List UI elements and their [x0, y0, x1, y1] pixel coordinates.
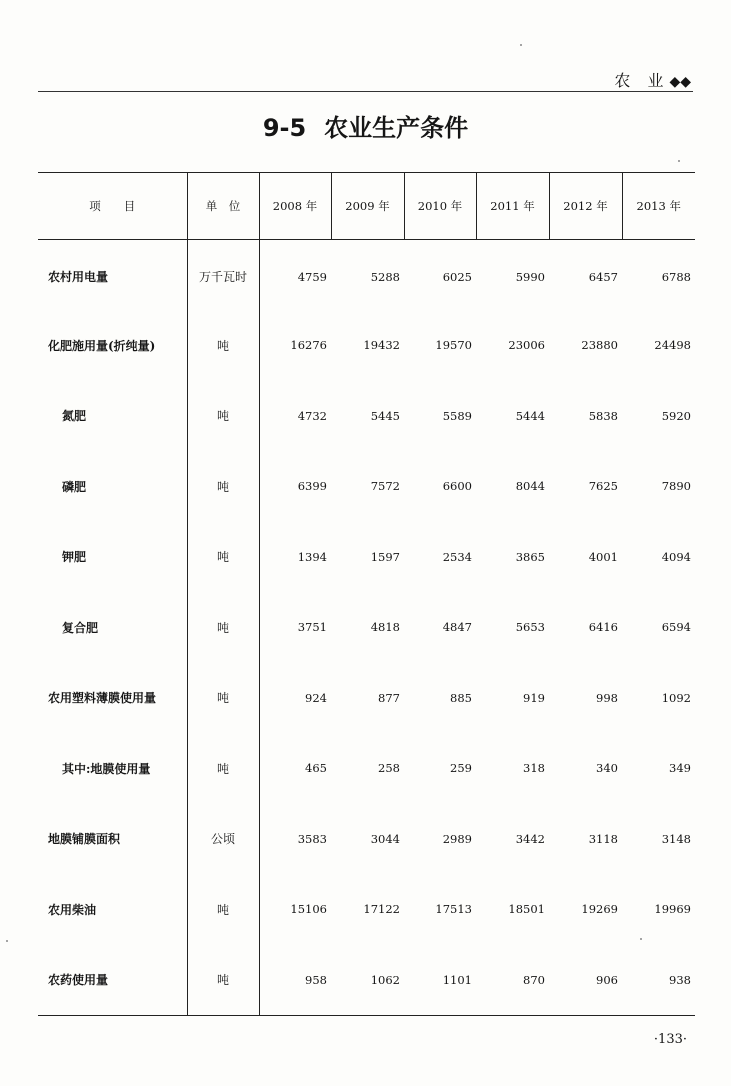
row-value: 906: [549, 945, 622, 1016]
row-value: 24498: [654, 338, 691, 353]
row-value: 5444: [515, 408, 545, 423]
header-year: 2013 年: [622, 173, 695, 240]
row-value: 259: [450, 761, 472, 776]
row-unit: 吨: [187, 945, 259, 1016]
table-row: [38, 381, 695, 452]
row-value: 18501: [508, 902, 545, 917]
row-value: 958: [259, 945, 331, 1016]
row-value: 3751: [297, 620, 327, 635]
row-value: 340: [596, 761, 618, 776]
table-row: [38, 663, 695, 734]
row-value: 3583: [297, 831, 327, 846]
row-item-label: 农用柴油: [48, 902, 97, 917]
row-value: 6025: [442, 269, 472, 284]
header-item: 项 目: [38, 173, 187, 240]
row-value: 19570: [435, 338, 472, 353]
row-value: 4847: [442, 620, 472, 635]
row-item-label: 农村用电量: [48, 270, 109, 284]
table-row: [38, 310, 695, 381]
row-item-label: 复合肥: [62, 620, 99, 635]
row-value: 6416: [588, 620, 618, 635]
row-value: 5838: [588, 408, 618, 423]
row-value: 2989: [442, 831, 472, 846]
row-value: 23006: [508, 338, 545, 353]
row-value: 17513: [435, 902, 472, 917]
row-value: 1394: [297, 549, 327, 564]
row-unit: 吨: [187, 451, 259, 522]
row-value: 3148: [661, 831, 691, 846]
header-year: 2011 年: [476, 173, 549, 240]
row-value: 1101: [404, 945, 476, 1016]
row-item-label: 农药使用量: [38, 945, 187, 1016]
row-value: 919: [523, 690, 545, 705]
row-item-label: 氮肥: [62, 409, 87, 424]
row-unit: 吨: [187, 592, 259, 663]
section-label: 农 业: [614, 71, 670, 90]
header-year: 2009 年: [331, 173, 404, 240]
row-value: 870: [476, 945, 549, 1016]
row-value: 7890: [661, 479, 691, 494]
row-value: 8044: [515, 479, 545, 494]
row-value: 258: [378, 761, 400, 776]
row-value: 5653: [515, 620, 545, 635]
row-value: 19432: [363, 338, 400, 353]
row-value: 924: [305, 690, 327, 705]
header-rule: [38, 91, 693, 92]
table-row: [38, 804, 695, 875]
row-value: 6594: [661, 620, 691, 635]
row-value: 1062: [331, 945, 404, 1016]
row-value: 4732: [297, 408, 327, 423]
table-row: [38, 451, 695, 522]
row-item-label: 磷肥: [62, 479, 87, 494]
header-year: 2008 年: [259, 173, 331, 240]
row-value: 19269: [581, 902, 618, 917]
row-value: 3442: [515, 831, 545, 846]
row-unit: 吨: [187, 522, 259, 593]
table-row: [38, 240, 695, 311]
row-item-label: 农用塑料薄膜使用量: [48, 691, 157, 706]
row-unit: 吨: [187, 733, 259, 804]
row-unit: 公顷: [187, 804, 259, 875]
header-year: 2010 年: [404, 173, 476, 240]
scan-speck: [640, 938, 642, 940]
table-row: [38, 733, 695, 804]
row-value: 938: [622, 945, 695, 1016]
row-value: 5445: [370, 408, 400, 423]
row-value: 885: [450, 690, 472, 705]
row-value: 6600: [442, 479, 472, 494]
row-value: 998: [596, 690, 618, 705]
row-value: 4001: [588, 549, 618, 564]
header-year: 2012 年: [549, 173, 622, 240]
row-item-label: 地膜铺膜面积: [48, 832, 121, 847]
row-value: 465: [305, 761, 327, 776]
row-value: 349: [669, 761, 691, 776]
row-value: 4818: [370, 620, 400, 635]
scan-speck: [6, 940, 8, 942]
running-header: [614, 68, 691, 91]
table-row: [38, 874, 695, 945]
row-value: 17122: [363, 902, 400, 917]
row-value: 4759: [297, 269, 327, 284]
table-header-row: [38, 173, 695, 240]
row-value: 7572: [370, 479, 400, 494]
statistics-table: [38, 172, 695, 1016]
table-row: [38, 592, 695, 663]
page-number: ·133·: [653, 1032, 687, 1047]
row-value: 5990: [515, 269, 545, 284]
table-title: 农业生产条件: [324, 114, 469, 142]
row-unit: 吨: [187, 381, 259, 452]
row-value: 3865: [515, 549, 545, 564]
row-value: 6399: [297, 479, 327, 494]
row-value: 877: [378, 690, 400, 705]
row-value: 2534: [442, 549, 472, 564]
row-value: 5920: [661, 408, 691, 423]
row-value: 15106: [290, 902, 327, 917]
table-row: [38, 945, 695, 1016]
page-title: [0, 108, 731, 143]
table-row: [38, 522, 695, 593]
scan-speck: [678, 160, 680, 162]
row-item-label: 化肥施用量(折纯量): [48, 338, 156, 353]
row-item-label: 其中:地膜使用量: [62, 761, 151, 776]
diamond-icon: ◆◆: [669, 74, 691, 90]
table-number: 9-5: [262, 114, 307, 142]
row-value: 4094: [661, 549, 691, 564]
row-value: 6788: [661, 269, 691, 284]
row-value: 7625: [588, 479, 618, 494]
row-value: 5589: [442, 408, 472, 423]
row-unit: 吨: [187, 310, 259, 381]
scan-speck: [520, 44, 522, 46]
row-unit: 吨: [187, 663, 259, 734]
row-value: 16276: [290, 338, 327, 353]
row-unit: 吨: [187, 874, 259, 945]
row-value: 5288: [370, 269, 400, 284]
row-unit: 万千瓦时: [187, 240, 259, 311]
row-value: 3118: [588, 831, 618, 846]
row-value: 3044: [370, 831, 400, 846]
row-value: 6457: [588, 269, 618, 284]
row-value: 318: [523, 761, 545, 776]
row-item-label: 钾肥: [62, 550, 87, 565]
header-unit: 单 位: [187, 173, 259, 240]
row-value: 1597: [370, 549, 400, 564]
row-value: 1092: [661, 690, 691, 705]
row-value: 19969: [654, 902, 691, 917]
row-value: 23880: [581, 338, 618, 353]
